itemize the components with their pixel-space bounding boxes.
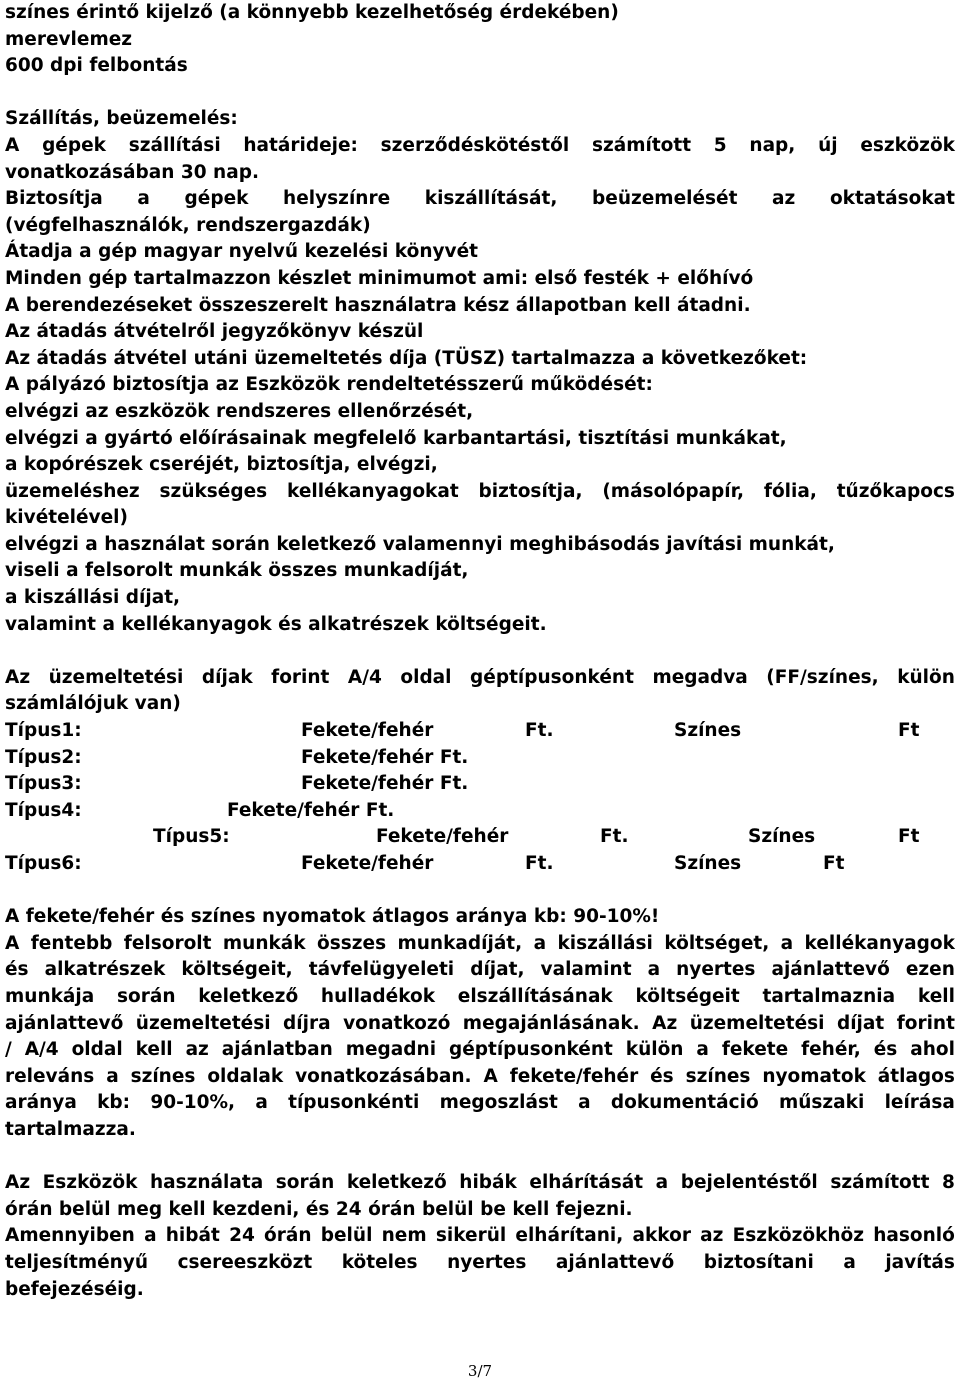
word: elszállításának [457, 985, 613, 1007]
text-line: Az átadás átvételről jegyzőkönyv készül [5, 321, 424, 343]
word: számított [830, 1172, 930, 1194]
word: keletkező [346, 1172, 447, 1194]
word: a [655, 1172, 669, 1194]
type-row-2 [5, 745, 955, 772]
word: kell [917, 985, 955, 1007]
word: oktatásokat [829, 188, 955, 210]
text-line: befejezéséig. [5, 1278, 144, 1300]
word: eszközök [860, 134, 955, 156]
text-line: (végfelhasználók, rendszergazdák) [5, 214, 371, 236]
text-line: merevlemez [5, 28, 133, 50]
word: átlagos [877, 1065, 955, 1087]
word: határideje: [243, 134, 358, 156]
word: az [772, 188, 796, 210]
word: köteles [341, 1251, 418, 1273]
word: akkor [632, 1225, 691, 1247]
word: alkatrészek [44, 959, 166, 981]
word: (FF/színes, [766, 666, 879, 688]
type-ft-color: Ft [898, 826, 920, 848]
justified-line [5, 1090, 955, 1117]
text-line: Minden gép tartalmazzon készlet minimumot ami: első festék + előhívó [5, 267, 754, 289]
type-color: Színes [674, 720, 742, 742]
word: dokumentáció [610, 1092, 759, 1114]
word: A [483, 1065, 498, 1087]
type-label: Típus4: [5, 799, 82, 821]
word: és [5, 959, 29, 981]
justified-line [5, 984, 955, 1011]
word: ajánlatban [221, 1039, 333, 1061]
text-line: Az átadás átvétel utáni üzemeltetés díja (TÜSZ) tartalmazza a következőket: [5, 347, 808, 369]
text-line: a kiszállási díjat, [5, 587, 181, 609]
word: A [5, 932, 20, 954]
word: fólia, [763, 480, 817, 502]
text-line: tartalmazza. [5, 1118, 136, 1140]
word: keletkező [198, 985, 299, 1007]
word: megajánlásának. [462, 1012, 640, 1034]
word: szükséges [159, 480, 268, 502]
justified-line [5, 1064, 955, 1091]
word: kiszállási [557, 932, 653, 954]
word: műszaki [778, 1092, 865, 1114]
word: belül [320, 1225, 373, 1247]
word: bejelentéstől [680, 1172, 818, 1194]
type-ft: Ft. [600, 826, 629, 848]
word: és [650, 1065, 674, 1087]
word: díjak [201, 666, 253, 688]
justified-line [5, 1170, 955, 1197]
word: szállítási [128, 134, 221, 156]
word: munkadíját, [397, 932, 523, 954]
text-line: A fekete/fehér és színes nyomatok átlagos aránya kb: 90-10%! [5, 906, 660, 928]
justified-line [5, 1037, 955, 1064]
word: kb: [97, 1092, 131, 1114]
word: ezen [905, 959, 955, 981]
word: során [275, 1172, 335, 1194]
word: megadni [345, 1039, 437, 1061]
text-line: A berendezéseket összeszerelt használatra kész állapotban kell átadni. [5, 294, 751, 316]
word: megoszlást [439, 1092, 558, 1114]
word: hibák [459, 1172, 517, 1194]
word: Az [652, 1012, 678, 1034]
word: üzemeltetési [48, 666, 184, 688]
word: oldalak [207, 1065, 284, 1087]
word: költségeit [635, 985, 740, 1007]
type-label: Típus1: [5, 720, 82, 742]
word: tartalmaznia [762, 985, 896, 1007]
word: 5 [713, 134, 727, 156]
word: tűzőkapocs [836, 480, 955, 502]
word: költséget, [664, 932, 770, 954]
word: csereeszközt [177, 1251, 313, 1273]
word: díjat [836, 1012, 885, 1034]
word: gépek [42, 134, 106, 156]
word: nap, [749, 134, 796, 156]
word: teljesítményű [5, 1251, 149, 1273]
word: a [578, 1092, 591, 1114]
word: felsorolt [123, 932, 212, 954]
type-bw: Fekete/fehér [301, 720, 434, 742]
word: nem [381, 1225, 427, 1247]
word: ajánlattevő [5, 1012, 124, 1034]
word: kellékanyagok [804, 932, 955, 954]
word: Az [5, 1172, 31, 1194]
type-bw: Fekete/fehér [301, 853, 434, 874]
word: oldal [71, 1039, 123, 1061]
word: költségeit, [181, 959, 293, 981]
type-ft-color: Ft [823, 853, 845, 874]
word: külön [897, 666, 955, 688]
word: A/4 [347, 666, 382, 688]
type-bw: Fekete/fehér Ft. [227, 799, 395, 821]
word: gépek [184, 188, 249, 210]
word: fekete [721, 1039, 789, 1061]
justified-line [5, 479, 955, 506]
word: hibát [165, 1225, 220, 1247]
word: Eszközök [42, 1172, 138, 1194]
word: hasonló [873, 1225, 955, 1247]
word: hulladékok [320, 985, 436, 1007]
word: vonatkozó [343, 1012, 451, 1034]
type-row-6 [5, 851, 955, 878]
word: javítás [885, 1251, 955, 1273]
word: díjra [283, 1012, 331, 1034]
word: fehér, [801, 1039, 861, 1061]
word: géptípusonként [470, 666, 634, 688]
type-bw: Fekete/fehér Ft. [301, 746, 469, 768]
word: során [116, 985, 176, 1007]
text-line: viseli a felsorolt munkák összes munkadíját, [5, 560, 469, 582]
justified-line [5, 133, 955, 160]
word: leírása [884, 1092, 955, 1114]
word: távfelügyeleti [308, 959, 455, 981]
word: a [255, 1092, 268, 1114]
text-line: számlálójuk van) [5, 693, 181, 715]
text-line: elvégzi az eszközök rendszeres ellenőrzését, [5, 400, 474, 422]
word: színes [685, 1065, 751, 1087]
word: a [533, 932, 547, 954]
word: nyertes [676, 959, 756, 981]
word: ajánlattevő [555, 1251, 675, 1273]
type-label: Típus3: [5, 773, 82, 795]
type-row-4 [5, 798, 955, 825]
text-line: elvégzi a gyártó előírásainak megfelelő karbantartási, tisztítási munkákat, [5, 427, 787, 449]
type-row-3 [5, 771, 955, 798]
word: a [647, 959, 661, 981]
word: biztosítja, [478, 480, 583, 502]
text-line: vonatkozásában 30 nap. [5, 161, 259, 183]
word: az [185, 1039, 209, 1061]
word: elhárítani, [515, 1225, 624, 1247]
type-bw: Fekete/fehér [376, 826, 509, 848]
word: oldal [400, 666, 452, 688]
word: 24 [229, 1225, 255, 1247]
word: a [696, 1039, 709, 1061]
word: számított [591, 134, 692, 156]
word: valamint [540, 959, 632, 981]
word: elhárítását [529, 1172, 644, 1194]
justified-line [5, 957, 955, 984]
word: beüzemelését [592, 188, 738, 210]
word: a [780, 932, 794, 954]
word: szerződéskötéstől [380, 134, 570, 156]
word: vonatkozásában. [295, 1065, 472, 1087]
word: géptípusonként [448, 1039, 613, 1061]
word: fentebb [30, 932, 113, 954]
word: üzemeléshez [5, 480, 140, 502]
word: Biztosítja [5, 188, 103, 210]
justified-line [5, 186, 955, 213]
text-line: színes érintő kijelző (a könnyebb kezelhetőség érdekében) [5, 2, 619, 23]
word: Amennyiben [5, 1225, 135, 1247]
word: fekete/fehér [509, 1065, 639, 1087]
word: forint [896, 1012, 955, 1034]
text-line: órán belül meg kell kezdeni, és 24 órán belül be kell fejezni. [5, 1198, 633, 1220]
type-color: Színes [748, 826, 816, 848]
type-ft: Ft. [525, 853, 554, 874]
type-label: Típus2: [5, 746, 82, 768]
word: megadva [652, 666, 748, 688]
word: az [700, 1225, 724, 1247]
word: ajánlattevő [771, 959, 890, 981]
word: sikerül [435, 1225, 507, 1247]
word: (másolópapír, [602, 480, 745, 502]
word: külön [625, 1039, 684, 1061]
word: ahol [910, 1039, 955, 1061]
word: Az [5, 666, 31, 688]
word: biztosítani [703, 1251, 814, 1273]
justified-line [5, 1011, 955, 1038]
word: a [144, 1225, 157, 1247]
text-line: Átadja a gép magyar nyelvű kezelési könyvét [5, 241, 478, 263]
word: nyertes [447, 1251, 527, 1273]
text-line: a kopórészek cseréjét, biztosítja, elvégzi, [5, 454, 438, 476]
text-line: valamint a kellékanyagok és alkatrészek költségeit. [5, 613, 547, 635]
type-color: Színes [674, 853, 742, 874]
word: helyszínre [283, 188, 391, 210]
word: üzemeltetési [135, 1012, 271, 1034]
word: a [137, 188, 150, 210]
type-ft-color: Ft [898, 720, 920, 742]
word: a [843, 1251, 856, 1273]
type-label: Típus6: [5, 853, 82, 874]
word: / [5, 1039, 12, 1061]
word: 8 [942, 1172, 955, 1194]
type-bw: Fekete/fehér Ft. [301, 773, 469, 795]
text-line: kivételével) [5, 507, 128, 529]
word: munkája [5, 985, 95, 1007]
word: a [106, 1065, 119, 1087]
word: A [5, 134, 20, 156]
section-heading-delivery: Szállítás, beüzemelés: [5, 108, 238, 130]
word: órán [264, 1225, 312, 1247]
word: üzemeltetési [689, 1012, 825, 1034]
word: színes [130, 1065, 196, 1087]
word: aránya [5, 1092, 77, 1114]
justified-line [5, 665, 955, 692]
word: és [873, 1039, 898, 1061]
justified-line [5, 1223, 955, 1250]
word: releváns [5, 1065, 95, 1087]
document-body [5, 0, 955, 1303]
word: Eszközökhöz [732, 1225, 865, 1247]
word: új [818, 134, 838, 156]
word: 90-10%, [150, 1092, 236, 1114]
type-row-1 [5, 718, 955, 745]
word: kiszállítását, [424, 188, 558, 210]
text-line: 600 dpi felbontás [5, 55, 188, 77]
page-number: 3/7 [467, 1362, 493, 1380]
word: nyomatok [762, 1065, 866, 1087]
word: kell [135, 1039, 173, 1061]
type-ft: Ft. [525, 720, 554, 742]
word: munkák [222, 932, 306, 954]
justified-line [5, 1250, 955, 1277]
word: összes [317, 932, 387, 954]
word: forint [271, 666, 330, 688]
text-line: elvégzi a használat során keletkező valamennyi meghibásodás javítási munkát, [5, 533, 835, 555]
type-label: Típus5: [153, 826, 230, 848]
word: típusonkénti [288, 1092, 420, 1114]
word: díjat, [470, 959, 525, 981]
text-line: A pályázó biztosítja az Eszközök rendeltetésszerű működését: [5, 374, 653, 396]
word: A/4 [24, 1039, 59, 1061]
justified-line [5, 931, 955, 958]
word: használata [149, 1172, 264, 1194]
word: kellékanyagokat [287, 480, 459, 502]
type-row-5 [5, 824, 955, 851]
